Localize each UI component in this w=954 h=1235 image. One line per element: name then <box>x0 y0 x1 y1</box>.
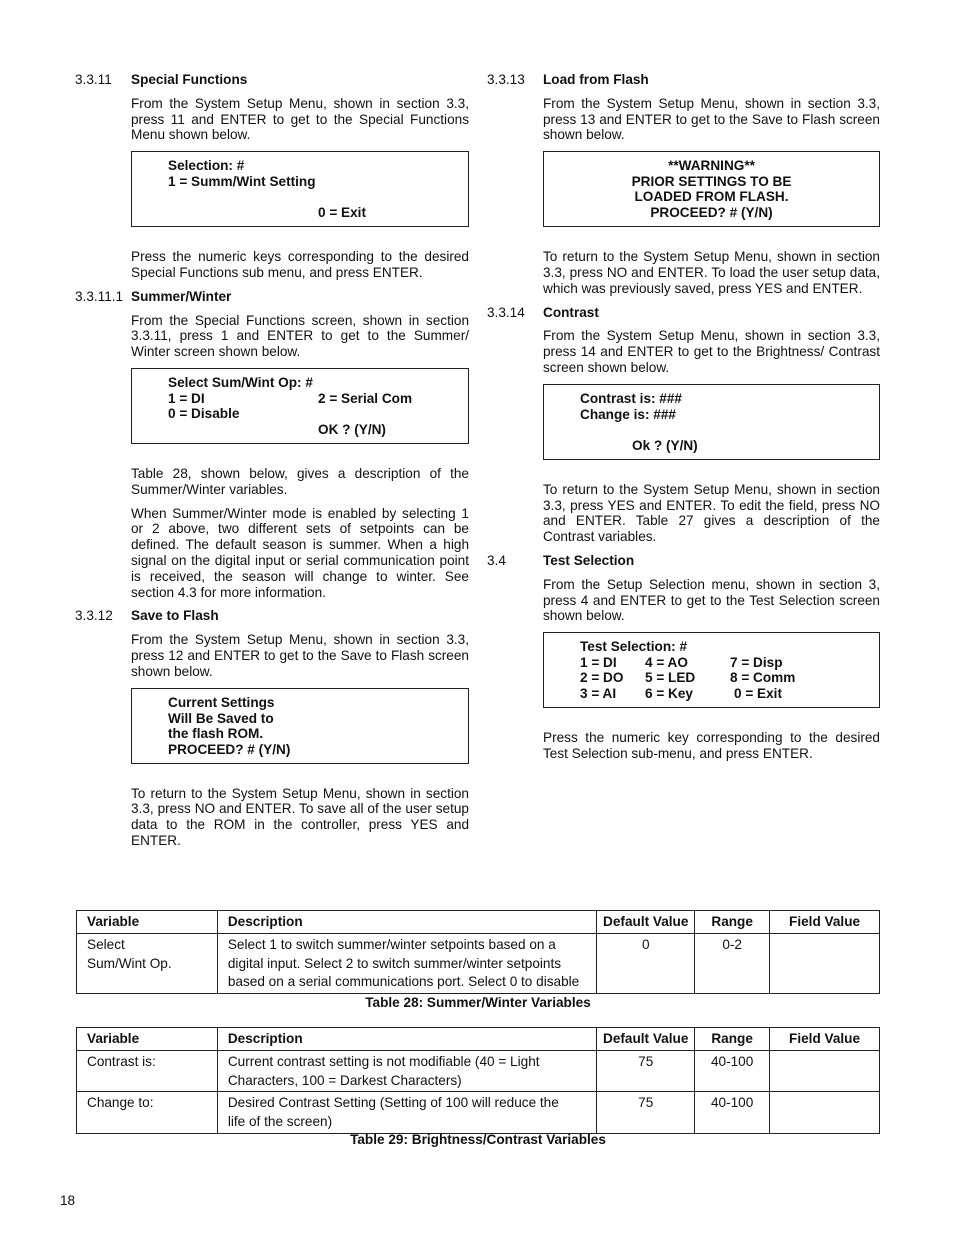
column-header: Default Value <box>597 911 695 934</box>
cell-field-value <box>770 933 880 993</box>
section-heading <box>487 72 880 88</box>
screen-line: 2 = DO <box>580 670 624 686</box>
table-row <box>77 933 880 993</box>
screen-line: 3 = AI <box>580 686 617 702</box>
lcd-screen-contrast <box>543 384 880 460</box>
cell-default-value: 0 <box>597 933 695 993</box>
column-header: Field Value <box>770 1028 880 1051</box>
cell-line: Sum/Wint Op. <box>87 955 172 971</box>
section-number: 3.3.12 <box>75 608 113 624</box>
lcd-screen-summer-winter <box>131 368 469 444</box>
column-header: Variable <box>77 911 218 934</box>
screen-line: 2 = Serial Com <box>318 390 413 406</box>
right-column <box>487 72 880 770</box>
cell-line: digital input. Select 2 to switch summer/winter setpoints <box>227 955 562 971</box>
paragraph: From the System Setup Menu, shown in section 3.3, press 13 and ENTER to get to the Save to Flash screen shown below. <box>543 95 880 143</box>
cell-line: Select <box>87 936 125 952</box>
screen-line: 1 = Summ/Wint Setting <box>168 174 316 190</box>
table-brightness-contrast-variables <box>76 1027 880 1134</box>
section-title: Save to Flash <box>131 608 219 624</box>
section-heading <box>75 72 469 88</box>
paragraph: From the Setup Selection menu, shown in section 3, press 4 and ENTER to get to the Test Selection screen shown below. <box>543 576 880 624</box>
paragraph: Press the numeric keys corresponding to the desired Special Functions sub menu, and press ENTER. <box>131 249 469 280</box>
section-number: 3.3.14 <box>487 304 525 320</box>
section-title: Contrast <box>543 304 599 320</box>
lcd-screen-test-selection <box>543 632 880 708</box>
screen-line: 0 = Disable <box>168 405 240 421</box>
cell-line: Desired Contrast Setting (Setting of 100 will reduce the <box>227 1095 559 1111</box>
lcd-screen-load-from-flash <box>543 151 880 227</box>
cell-variable <box>77 933 218 993</box>
section-title: Load from Flash <box>543 72 649 87</box>
paragraph: From the System Setup Menu, shown in section 3.3, press 11 and ENTER to get to the Special Functions Menu shown below. <box>131 95 469 143</box>
table-caption: Table 29: Brightness/Contrast Variables <box>350 1132 606 1147</box>
cell-description <box>217 1050 596 1092</box>
cell-line: Current contrast setting is not modifiable (40 = Light <box>227 1053 540 1069</box>
screen-line: 4 = AO <box>645 655 688 671</box>
screen-line: Selection: # <box>168 158 245 174</box>
screen-line: Contrast is: ### <box>580 390 682 406</box>
page-number: 18 <box>60 1193 76 1208</box>
table-row <box>77 1092 880 1134</box>
section-title: Special Functions <box>131 72 248 87</box>
screen-line: 5 = LED <box>645 670 696 686</box>
column-header: Description <box>217 1028 596 1051</box>
paragraph: From the System Setup Menu, shown in section 3.3, press 14 and ENTER to get to the Brightness/ Contrast screen shown below. <box>543 328 880 375</box>
screen-line: Test Selection: # <box>580 639 688 655</box>
table-caption: Table 28: Summer/Winter Variables <box>365 995 591 1010</box>
cell-default-value: 75 <box>597 1050 695 1092</box>
table-summer-winter-variables <box>76 910 880 994</box>
screen-line: Will Be Saved to <box>168 710 274 726</box>
section-title: Test Selection <box>543 552 635 568</box>
section-number: 3.3.11 <box>75 72 112 87</box>
section-title: Summer/Winter <box>131 288 232 304</box>
screen-line: the flash ROM. <box>168 725 264 741</box>
lcd-screen-save-to-flash <box>131 688 469 764</box>
column-header: Description <box>217 911 596 934</box>
screen-line: 0 = Exit <box>734 686 782 702</box>
column-header: Range <box>695 1028 770 1051</box>
left-column <box>75 72 469 857</box>
paragraph: From the System Setup Menu, shown in section 3.3, press 12 and ENTER to get to the Save to Flash screen shown below. <box>131 632 469 679</box>
table-header-row <box>77 911 880 934</box>
column-header: Field Value <box>770 911 880 934</box>
paragraph: Press the numeric key corresponding to the desired Test Selection sub-menu, and press ENTER. <box>543 730 880 761</box>
screen-line: Select Sum/Wint Op: # <box>168 374 313 390</box>
cell-default-value: 75 <box>597 1092 695 1134</box>
screen-line: Current Settings <box>168 694 275 710</box>
section-heading <box>75 289 469 305</box>
column-header: Variable <box>77 1028 218 1051</box>
screen-line: 7 = Disp <box>730 655 783 671</box>
cell-field-value <box>770 1050 880 1092</box>
cell-range: 0-2 <box>695 933 770 993</box>
cell-variable: Change to: <box>77 1092 218 1134</box>
screen-line: LOADED FROM FLASH. <box>634 189 789 205</box>
screen-line: 1 = DI <box>168 390 205 406</box>
screen-line: OK ? (Y/N) <box>318 421 386 437</box>
cell-line: Characters, 100 = Darkest Characters) <box>227 1072 462 1088</box>
paragraph: To return to the System Setup Menu, shown in section 3.3, press YES and ENTER. To edit the field, press NO and ENTER. Table 27 gives a description of the Contrast variables. <box>543 481 880 545</box>
cell-line: based on a serial communications port. Select 0 to disable <box>227 974 580 990</box>
section-number: 3.4 <box>487 552 506 568</box>
column-header: Default Value <box>597 1028 695 1051</box>
paragraph: To return to the System Setup Menu, shown in section 3.3, press NO and ENTER. To load the user setup data, which was previously saved, press YES and ENTER. <box>543 249 880 296</box>
paragraph: From the Special Functions screen, shown in section 3.3.11, press 1 and ENTER to get to the Summer/ Winter screen shown below. <box>131 312 469 360</box>
cell-description <box>217 1092 596 1134</box>
cell-description <box>217 933 596 993</box>
cell-range: 40-100 <box>695 1092 770 1134</box>
screen-line: PROCEED? # (Y/N) <box>168 741 291 757</box>
section-heading <box>487 305 880 321</box>
paragraph: To return to the System Setup Menu, shown in section 3.3, press NO and ENTER. To save all of the user setup data to the ROM in the controller, press YES and ENTER. <box>131 785 469 848</box>
section-heading <box>487 553 880 569</box>
section-heading <box>75 608 469 624</box>
section-number: 3.3.13 <box>487 72 525 87</box>
screen-line: Ok ? (Y/N) <box>632 437 698 453</box>
screen-line: 0 = Exit <box>318 205 366 221</box>
cell-line: Select 1 to switch summer/winter setpoints based on a <box>227 936 556 952</box>
screen-line: PRIOR SETTINGS TO BE <box>631 174 792 190</box>
screen-line: **WARNING** <box>668 158 755 174</box>
screen-line: 8 = Comm <box>730 670 796 686</box>
cell-variable: Contrast is: <box>77 1050 218 1092</box>
screen-line: 6 = Key <box>645 686 693 702</box>
screen-line: Change is: ### <box>580 406 676 422</box>
cell-field-value <box>770 1092 880 1134</box>
cell-range: 40-100 <box>695 1050 770 1092</box>
cell-line: life of the screen) <box>227 1114 333 1130</box>
screen-line: PROCEED? # (Y/N) <box>650 205 773 221</box>
lcd-screen-special-functions <box>131 151 469 227</box>
section-number: 3.3.11.1 <box>75 288 124 304</box>
table-header-row <box>77 1028 880 1051</box>
screen-line: 1 = DI <box>580 655 617 671</box>
paragraph: When Summer/Winter mode is enabled by selecting 1 or 2 above, two different sets of setpoints can be defined. The default season is summer. When a high signal on the digital input or serial communication point is received, the season will change to winter. See section 4.3 for more information. <box>131 505 469 600</box>
paragraph: Table 28, shown below, gives a description of the Summer/Winter variables. <box>131 465 469 497</box>
column-header: Range <box>695 911 770 934</box>
table-row <box>77 1050 880 1092</box>
